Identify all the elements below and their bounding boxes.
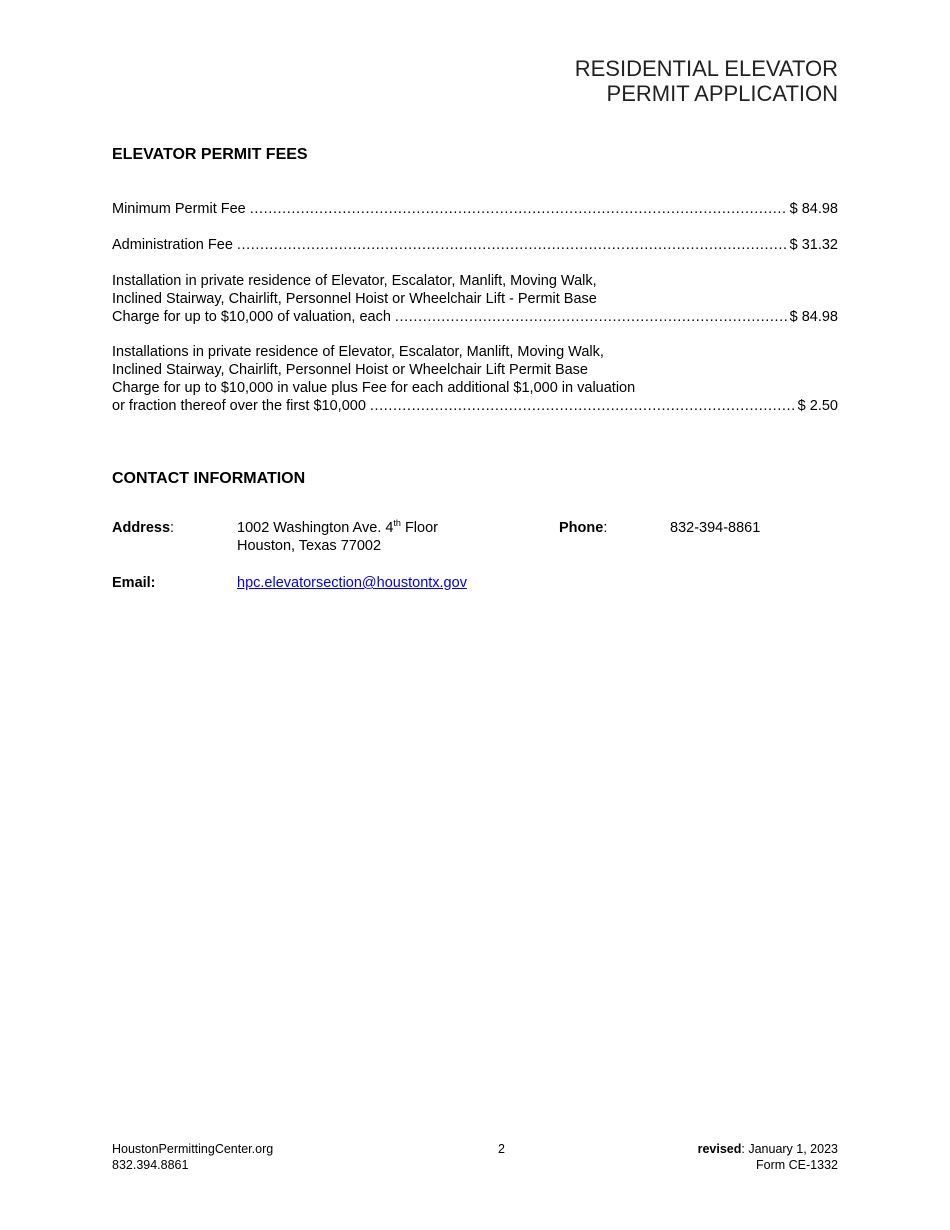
footer-phone: 832.394.8861 — [112, 1158, 189, 1172]
fee-label: Minimum Permit Fee — [112, 201, 246, 217]
fee-text-line: Installation in private residence of Elevator, Escalator, Manlift, Moving Walk, — [112, 273, 597, 289]
address-floor: Floor — [400, 520, 438, 536]
fee-label: Administration Fee — [112, 237, 233, 253]
document-title — [575, 56, 838, 106]
dot-leader — [237, 236, 787, 254]
address-colon: : — [170, 520, 175, 536]
fees-heading: ELEVATOR PERMIT FEES — [112, 146, 308, 163]
address-label-group — [112, 519, 174, 537]
address-city: Houston, Texas 77002 — [237, 538, 382, 554]
fee-text-line: Inclined Stairway, Chairlift, Personnel Hoist or Wheelchair Lift - Permit Base — [112, 291, 597, 307]
fee-label: Charge for up to $10,000 of valuation, each — [112, 309, 391, 325]
fee-item-minimum-permit — [112, 200, 838, 218]
fee-amount: $ 2.50 — [797, 398, 838, 414]
footer-website: HoustonPermittingCenter.org — [112, 1142, 274, 1156]
fee-item-administration — [112, 236, 838, 254]
revised-date: : January 1, 2023 — [741, 1142, 838, 1156]
dot-leader — [370, 397, 795, 415]
phone-colon: : — [603, 520, 608, 536]
contact-heading: CONTACT INFORMATION — [112, 470, 306, 487]
fee-amount: $ 84.98 — [789, 201, 838, 217]
footer-left — [112, 1141, 273, 1173]
revised-label: revised — [697, 1142, 742, 1156]
dot-leader — [395, 308, 787, 326]
phone-label: Phone — [559, 520, 604, 536]
dot-leader — [250, 200, 787, 218]
email-label: Email: — [112, 575, 156, 591]
address-value — [237, 519, 438, 555]
title-line-1: RESIDENTIAL ELEVATOR — [574, 56, 838, 81]
page-number: 2 — [498, 1142, 505, 1156]
phone-value: 832-394-8861 — [670, 520, 761, 536]
fee-item-installation-base — [112, 272, 838, 326]
fee-text-line: Inclined Stairway, Chairlift, Personnel Hoist or Wheelchair Lift Permit Base — [112, 362, 589, 378]
address-label: Address — [112, 520, 171, 536]
fee-amount: $ 84.98 — [789, 309, 838, 325]
title-line-2: PERMIT APPLICATION — [606, 81, 838, 106]
fee-amount: $ 31.32 — [789, 237, 838, 253]
phone-label-group — [559, 519, 607, 537]
address-street: 1002 Washington Ave. 4 — [237, 520, 394, 536]
email-link[interactable]: hpc.elevatorsection@houstontx.gov — [237, 575, 467, 591]
fee-label: or fraction thereof over the first $10,000 — [112, 398, 366, 414]
footer-right — [698, 1141, 838, 1173]
fee-text-line: Installations in private residence of Elevator, Escalator, Manlift, Moving Walk, — [112, 344, 604, 360]
form-number: Form CE-1332 — [756, 1158, 838, 1172]
fee-item-installation-additional — [112, 343, 838, 415]
ordinal-suffix: th — [393, 518, 401, 528]
fee-text-line: Charge for up to $10,000 in value plus Fee for each additional $1,000 in valuation — [112, 380, 636, 396]
